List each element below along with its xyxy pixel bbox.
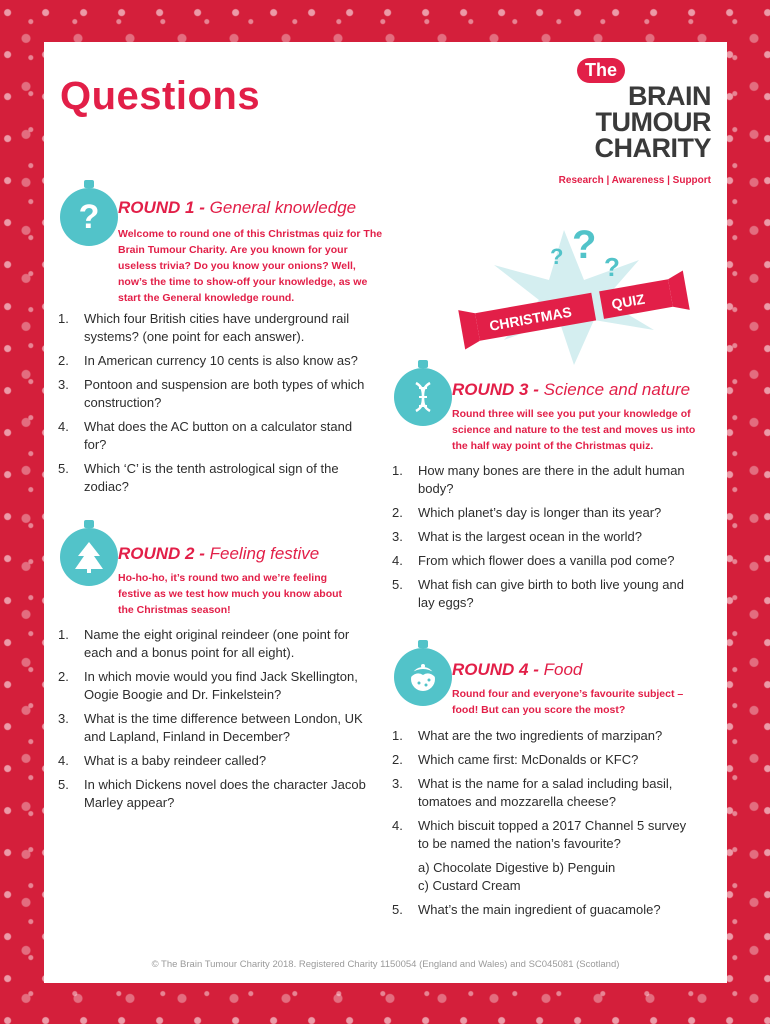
biscuit-options-line-1: a) Chocolate Digestive b) Penguin: [418, 860, 616, 875]
round-2-label: ROUND 2 -: [118, 544, 205, 563]
list-item: 4. What is a baby reindeer called?: [58, 753, 267, 768]
round-1-label: ROUND 1 -: [118, 198, 205, 217]
christmas-cracker-illustration: [454, 220, 694, 370]
round-1-topic: General knowledge: [209, 198, 357, 217]
list-item: 3. What is the largest ocean in the world?: [392, 529, 643, 544]
round-2-topic: Feeling festive: [209, 544, 320, 563]
list-item: 5. What’s the main ingredient of guacamole?: [392, 902, 661, 917]
page-title: Questions: [60, 74, 261, 118]
cracker-text-quiz: QUIZ: [610, 290, 646, 313]
logo-the: The: [577, 58, 625, 83]
quiz-page: [44, 42, 727, 983]
round-3-questions: [392, 462, 692, 618]
round-4-label: ROUND 4 -: [452, 660, 539, 679]
round-3-title: [452, 380, 690, 400]
round-4-intro: Round four and everyone’s favourite subject – food! But can you score the most?: [452, 688, 684, 716]
round-2-questions: [58, 626, 378, 818]
logo-line-1: BRAIN: [628, 81, 711, 111]
list-item: 5. In which Dickens novel does the character Jacob Marley appear?: [58, 777, 366, 810]
round-3-intro: Round three will see you put your knowledge of science and nature to the test and moves us into the half way point of the Christmas quiz.: [452, 408, 696, 452]
list-item: 3. What is the name for a salad including basil, tomatoes and mozzarella cheese?: [392, 776, 673, 809]
round-4-title: [452, 660, 582, 680]
question-mark-icon: ?: [60, 188, 118, 246]
christmas-pudding-icon: [394, 648, 452, 706]
list-item: 4. What does the AC button on a calculator stand for?: [58, 419, 353, 452]
list-item: 2. Which planet’s day is longer than its year?: [392, 505, 662, 520]
list-item: 3. What is the time difference between London, UK and Lapland, Finland in December?: [58, 711, 363, 744]
list-item: 5. What fish can give birth to both live young and lay eggs?: [392, 577, 684, 610]
logo-line-2: TUMOUR: [595, 107, 711, 137]
round-3-label: ROUND 3 -: [452, 380, 539, 399]
list-item: 1. Name the eight original reindeer (one point for each and a bonus point for all eight).: [58, 627, 350, 660]
logo-tagline: Research | Awareness | Support: [558, 175, 711, 186]
biscuit-options-line-2: c) Custard Cream: [418, 878, 521, 893]
list-item: 4. Which biscuit topped a 2017 Channel 5 survey to be named the nation’s favourite? a) Chocolate Digestive b) Penguin c) Custard Cream: [392, 817, 692, 895]
svg-text:?: ?: [572, 223, 597, 267]
list-item: 4. From which flower does a vanilla pod come?: [392, 553, 675, 568]
svg-text:?: ?: [550, 244, 564, 269]
round-2-title: [118, 544, 319, 564]
logo-line-3: CHARITY: [594, 133, 711, 163]
round-4-topic: Food: [543, 660, 583, 679]
cracker-text-christmas: CHRISTMAS: [488, 303, 573, 334]
list-item: 2. In which movie would you find Jack Skellington, Oogie Boogie and Dr. Finkelstein?: [58, 669, 358, 702]
list-item: 5. Which ‘C’ is the tenth astrological sign of the zodiac?: [58, 461, 339, 494]
round-1-intro: Welcome to round one of this Christmas quiz for The Brain Tumour Charity. Are you known for your useless trivia? Do you know your onions? Well, now’s the time to show-off your knowledge, as we start the General knowledge round.: [118, 228, 383, 304]
list-item: 2. Which came first: McDonalds or KFC?: [392, 752, 639, 767]
list-item: 1. How many bones are there in the adult human body?: [392, 463, 685, 496]
round-1-questions: [58, 310, 378, 502]
list-item: 1. What are the two ingredients of marzipan?: [392, 728, 663, 743]
list-item: 2. In American currency 10 cents is also know as?: [58, 353, 358, 368]
round-4-questions: [392, 727, 692, 925]
list-item: 3. Pontoon and suspension are both types of which construction?: [58, 377, 365, 410]
svg-text:?: ?: [604, 252, 620, 282]
list-item: 1. Which four British cities have underground rail systems? (one point for each answer).: [58, 311, 350, 344]
copyright-footer: © The Brain Tumour Charity 2018. Registered Charity 1150054 (England and Wales) and SC045081 (Scotland): [151, 959, 620, 970]
round-2-intro: Ho-ho-ho, it’s round two and we’re feeling festive as we test how much you know about the Christmas season!: [118, 572, 343, 616]
charity-logo: [551, 58, 711, 186]
round-1-title: [118, 198, 356, 218]
round-3-topic: Science and nature: [543, 380, 691, 399]
dna-icon: [394, 368, 452, 426]
christmas-tree-icon: [60, 528, 118, 586]
